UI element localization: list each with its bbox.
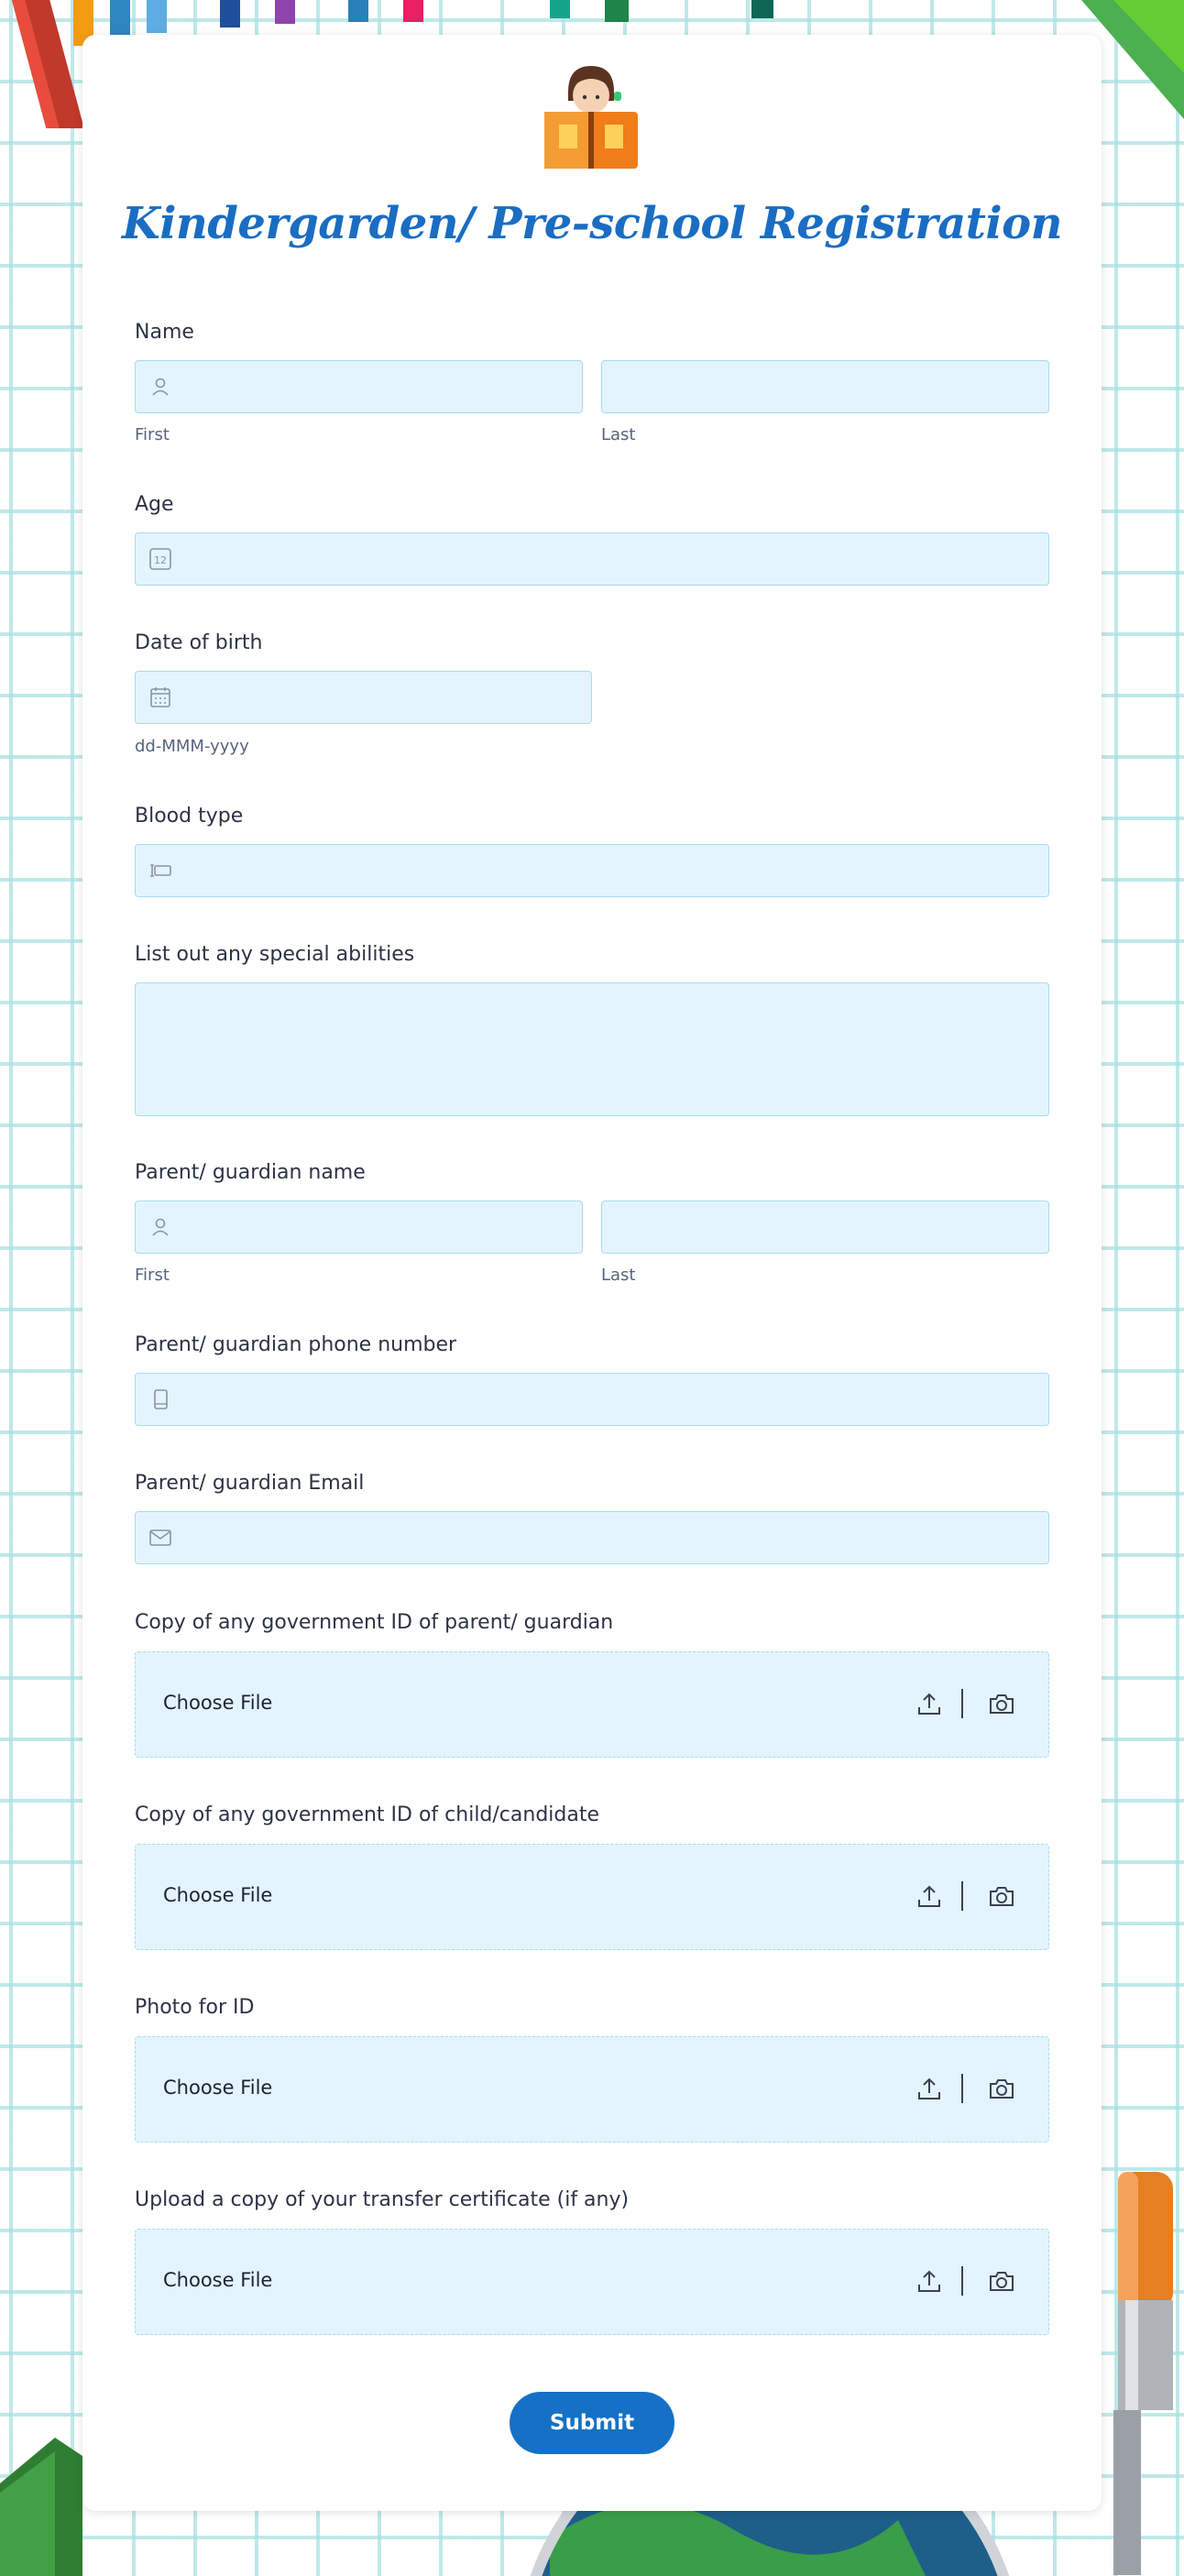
user-icon xyxy=(148,1215,172,1239)
divider xyxy=(961,2074,963,2103)
name-label: Name xyxy=(135,321,194,344)
upload-photo-dropzone[interactable] xyxy=(135,2036,1049,2143)
divider xyxy=(961,1689,963,1718)
divider xyxy=(961,2266,963,2296)
upload-icon[interactable] xyxy=(916,1883,942,1909)
svg-text:12: 12 xyxy=(154,554,167,566)
first-name-sublabel: First xyxy=(135,425,170,444)
age-label: Age xyxy=(135,493,174,516)
abilities-label: List out any special abilities xyxy=(135,943,415,966)
blood-type-input[interactable] xyxy=(135,844,1049,897)
choose-file-button[interactable]: Choose File xyxy=(163,2269,273,2291)
upload-transfer-certificate-dropzone[interactable] xyxy=(135,2229,1049,2335)
blood-type-label: Blood type xyxy=(135,805,244,828)
guardian-email-input[interactable] xyxy=(135,1511,1049,1564)
guardian-last-name-input[interactable] xyxy=(601,1200,1049,1254)
number-icon xyxy=(148,547,172,571)
guardian-first-sublabel: First xyxy=(135,1266,170,1285)
choose-file-button[interactable]: Choose File xyxy=(163,2077,273,2099)
mail-icon xyxy=(148,1526,172,1550)
divider xyxy=(961,1881,963,1911)
choose-file-button[interactable]: Choose File xyxy=(163,1884,273,1906)
choose-file-button[interactable]: Choose File xyxy=(163,1692,273,1714)
abilities-textarea[interactable] xyxy=(135,982,1049,1116)
guardian-phone-input[interactable] xyxy=(135,1373,1049,1426)
upload-guardian-id-label: Copy of any government ID of parent/ guardian xyxy=(135,1611,614,1634)
camera-icon[interactable] xyxy=(988,1691,1015,1716)
submit-button[interactable]: Submit xyxy=(510,2392,674,2454)
upload-transfer-certificate-label: Upload a copy of your transfer certificate (if any) xyxy=(135,2188,630,2211)
text-field-icon xyxy=(148,859,172,882)
upload-photo-label: Photo for ID xyxy=(135,1996,255,2019)
last-name-sublabel: Last xyxy=(601,425,636,444)
camera-icon[interactable] xyxy=(988,2076,1015,2101)
first-name-input[interactable] xyxy=(135,360,583,413)
guardian-phone-label: Parent/ guardian phone number xyxy=(135,1333,457,1356)
form-title: Kindergarden/ Pre-school Registration xyxy=(121,198,1063,249)
guardian-first-name-input[interactable] xyxy=(135,1200,583,1254)
registration-form-card xyxy=(82,35,1102,2511)
calendar-icon xyxy=(148,685,172,709)
last-name-input[interactable] xyxy=(601,360,1049,413)
dob-label: Date of birth xyxy=(135,631,263,654)
age-input[interactable] xyxy=(135,532,1049,586)
dob-format-hint: dd-MMM-yyyy xyxy=(135,737,249,756)
guardian-name-label: Parent/ guardian name xyxy=(135,1161,366,1184)
guardian-last-sublabel: Last xyxy=(601,1266,636,1285)
guardian-email-label: Parent/ guardian Email xyxy=(135,1472,365,1495)
camera-icon[interactable] xyxy=(988,1883,1015,1909)
reading-child-logo xyxy=(541,60,641,170)
upload-icon[interactable] xyxy=(916,2268,942,2294)
camera-icon[interactable] xyxy=(988,2268,1015,2294)
upload-icon[interactable] xyxy=(916,1691,942,1716)
upload-icon[interactable] xyxy=(916,2076,942,2101)
upload-child-id-dropzone[interactable] xyxy=(135,1844,1049,1950)
user-icon xyxy=(148,375,172,399)
dob-input[interactable] xyxy=(135,671,592,724)
upload-child-id-label: Copy of any government ID of child/candidate xyxy=(135,1803,600,1826)
phone-icon xyxy=(148,1387,172,1411)
upload-guardian-id-dropzone[interactable] xyxy=(135,1651,1049,1758)
